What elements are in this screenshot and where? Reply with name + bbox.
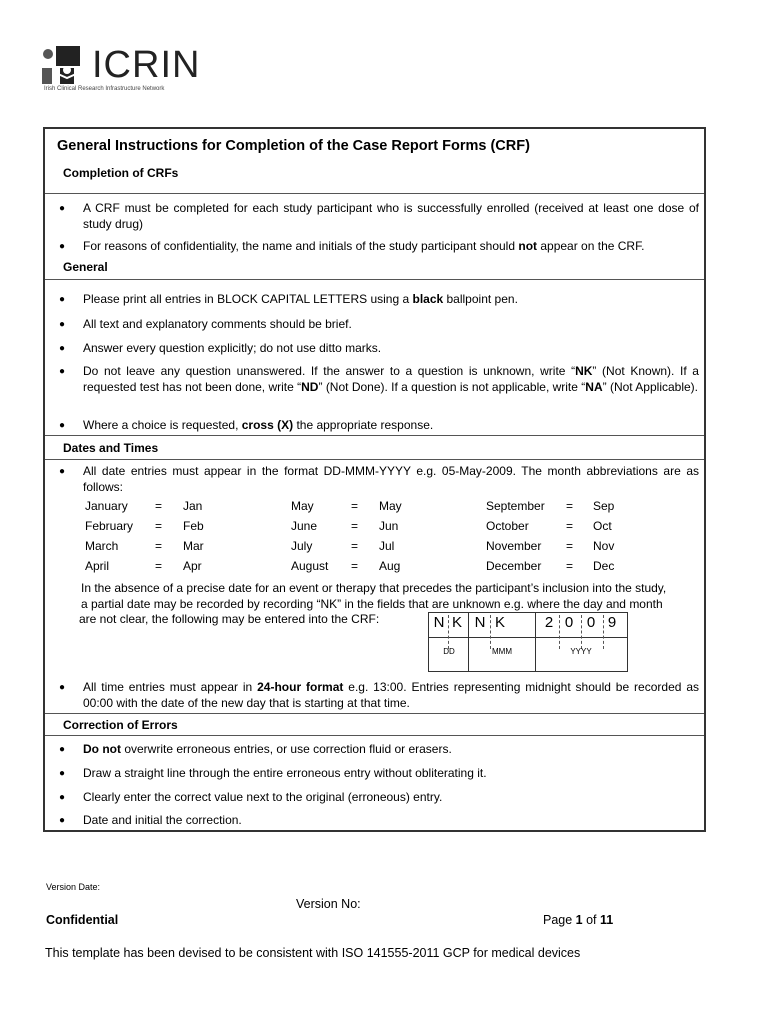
table-row: January = Jan May = May September = Sep bbox=[85, 499, 615, 513]
table-row: April = Apr August = Aug December = Dec bbox=[85, 559, 615, 573]
section-heading-correction: Correction of Errors bbox=[63, 718, 178, 732]
date-label-dd: DD bbox=[443, 647, 455, 656]
page-number: Page 1 of 11 bbox=[543, 913, 614, 927]
list-item: ● Draw a straight line through the entire erroneous entry without obliterating it. bbox=[59, 766, 487, 780]
list-item: ● A CRF must be completed for each study participant who is successfully enrolled (received at least one dose of study drug) bbox=[59, 201, 699, 231]
instructions-box bbox=[43, 127, 706, 832]
icrin-figure-icon bbox=[34, 44, 94, 88]
logo-name: ICRIN bbox=[92, 44, 201, 86]
bullet-icon: ● bbox=[59, 366, 66, 377]
table-row: February = Feb June = Jun October = Oct bbox=[85, 519, 612, 533]
date-char: N bbox=[474, 614, 486, 631]
bullet-icon: ● bbox=[59, 343, 66, 354]
date-label-yyyy: YYYY bbox=[570, 647, 592, 656]
list-item: ● For reasons of confidentiality, the name and initials of the study participant should not appear on the CRF. bbox=[59, 239, 645, 253]
list-item: ● All time entries must appear in 24-hour format e.g. 13:00. Entries representing midnight should be recorded as 00:00 with the date of the new day that is starting at that time. bbox=[59, 680, 699, 710]
bullet-icon: ● bbox=[59, 466, 66, 477]
list-item: ● Answer every question explicitly; do not use ditto marks. bbox=[59, 341, 382, 355]
bullet-icon: ● bbox=[59, 241, 66, 252]
table-row: March = Mar July = Jul November = Nov bbox=[85, 539, 615, 553]
list-item: ● Where a choice is requested, cross (X) the appropriate response. bbox=[59, 418, 434, 432]
logo-subtitle: Irish Clinical Research Infrastructure Network bbox=[44, 86, 165, 92]
icrin-logo bbox=[34, 44, 201, 96]
divider bbox=[45, 459, 704, 460]
template-note: This template has been devised to be consistent with ISO 141555-2011 GCP for medical devices bbox=[45, 946, 581, 960]
divider bbox=[45, 193, 704, 194]
date-char: 0 bbox=[586, 614, 596, 631]
bullet-icon: ● bbox=[59, 744, 66, 755]
section-heading-completion: Completion of CRFs bbox=[63, 166, 179, 180]
list-item: ● Date and initial the correction. bbox=[59, 813, 242, 827]
bullet-icon: ● bbox=[59, 203, 66, 214]
list-item: ● Do not leave any question unanswered. If the answer to a question is unknown, write “NK” (Not Known). If a requested test has not been done, write “ND” (Not Done). If a question is not applicable, write “NA” (Not Applicable). bbox=[59, 364, 699, 394]
partial-date-paragraph: In the absence of a precise date for an event or therapy that precedes the participant’s inclusion into the study, a partial date may be recorded by recording “NK” in the fields that are unknown e.g. where the day and month are not clear, the following may be entered into the CRF: bbox=[79, 581, 667, 626]
bullet-icon: ● bbox=[59, 420, 66, 431]
bullet-icon: ● bbox=[59, 792, 66, 803]
version-date-label: Version Date: bbox=[46, 882, 101, 892]
date-char: 9 bbox=[607, 614, 617, 631]
date-char: K bbox=[451, 614, 462, 631]
list-item: ● All text and explanatory comments should be brief. bbox=[59, 317, 352, 331]
divider bbox=[45, 713, 704, 714]
list-item: ● Please print all entries in BLOCK CAPITAL LETTERS using a black ballpoint pen. bbox=[59, 292, 518, 306]
date-label-mmm: MMM bbox=[492, 647, 512, 656]
confidential-label: Confidential bbox=[46, 913, 119, 927]
list-item: ● All date entries must appear in the format DD-MMM-YYYY e.g. 05-May-2009. The month abbreviations are as follows: bbox=[59, 464, 699, 494]
date-char: K bbox=[494, 614, 505, 631]
bullet-icon: ● bbox=[59, 294, 66, 305]
divider bbox=[45, 435, 704, 436]
bullet-icon: ● bbox=[59, 768, 66, 779]
date-char: 2 bbox=[544, 614, 554, 631]
list-item: ● Clearly enter the correct value next to the original (erroneous) entry. bbox=[59, 790, 443, 804]
version-no-label: Version No: bbox=[296, 897, 361, 911]
divider bbox=[45, 735, 704, 736]
bullet-icon: ● bbox=[59, 815, 66, 826]
bullet-icon: ● bbox=[59, 319, 66, 330]
section-heading-dates: Dates and Times bbox=[63, 441, 159, 455]
list-item: ● Do not overwrite erroneous entries, or use correction fluid or erasers. bbox=[59, 742, 452, 756]
page-title: General Instructions for Completion of the Case Report Forms (CRF) bbox=[57, 138, 530, 154]
date-char: N bbox=[433, 614, 445, 631]
date-char: 0 bbox=[564, 614, 574, 631]
divider bbox=[45, 279, 704, 280]
bullet-icon: ● bbox=[59, 682, 66, 693]
partial-date-example bbox=[428, 612, 628, 672]
section-heading-general: General bbox=[63, 260, 108, 274]
